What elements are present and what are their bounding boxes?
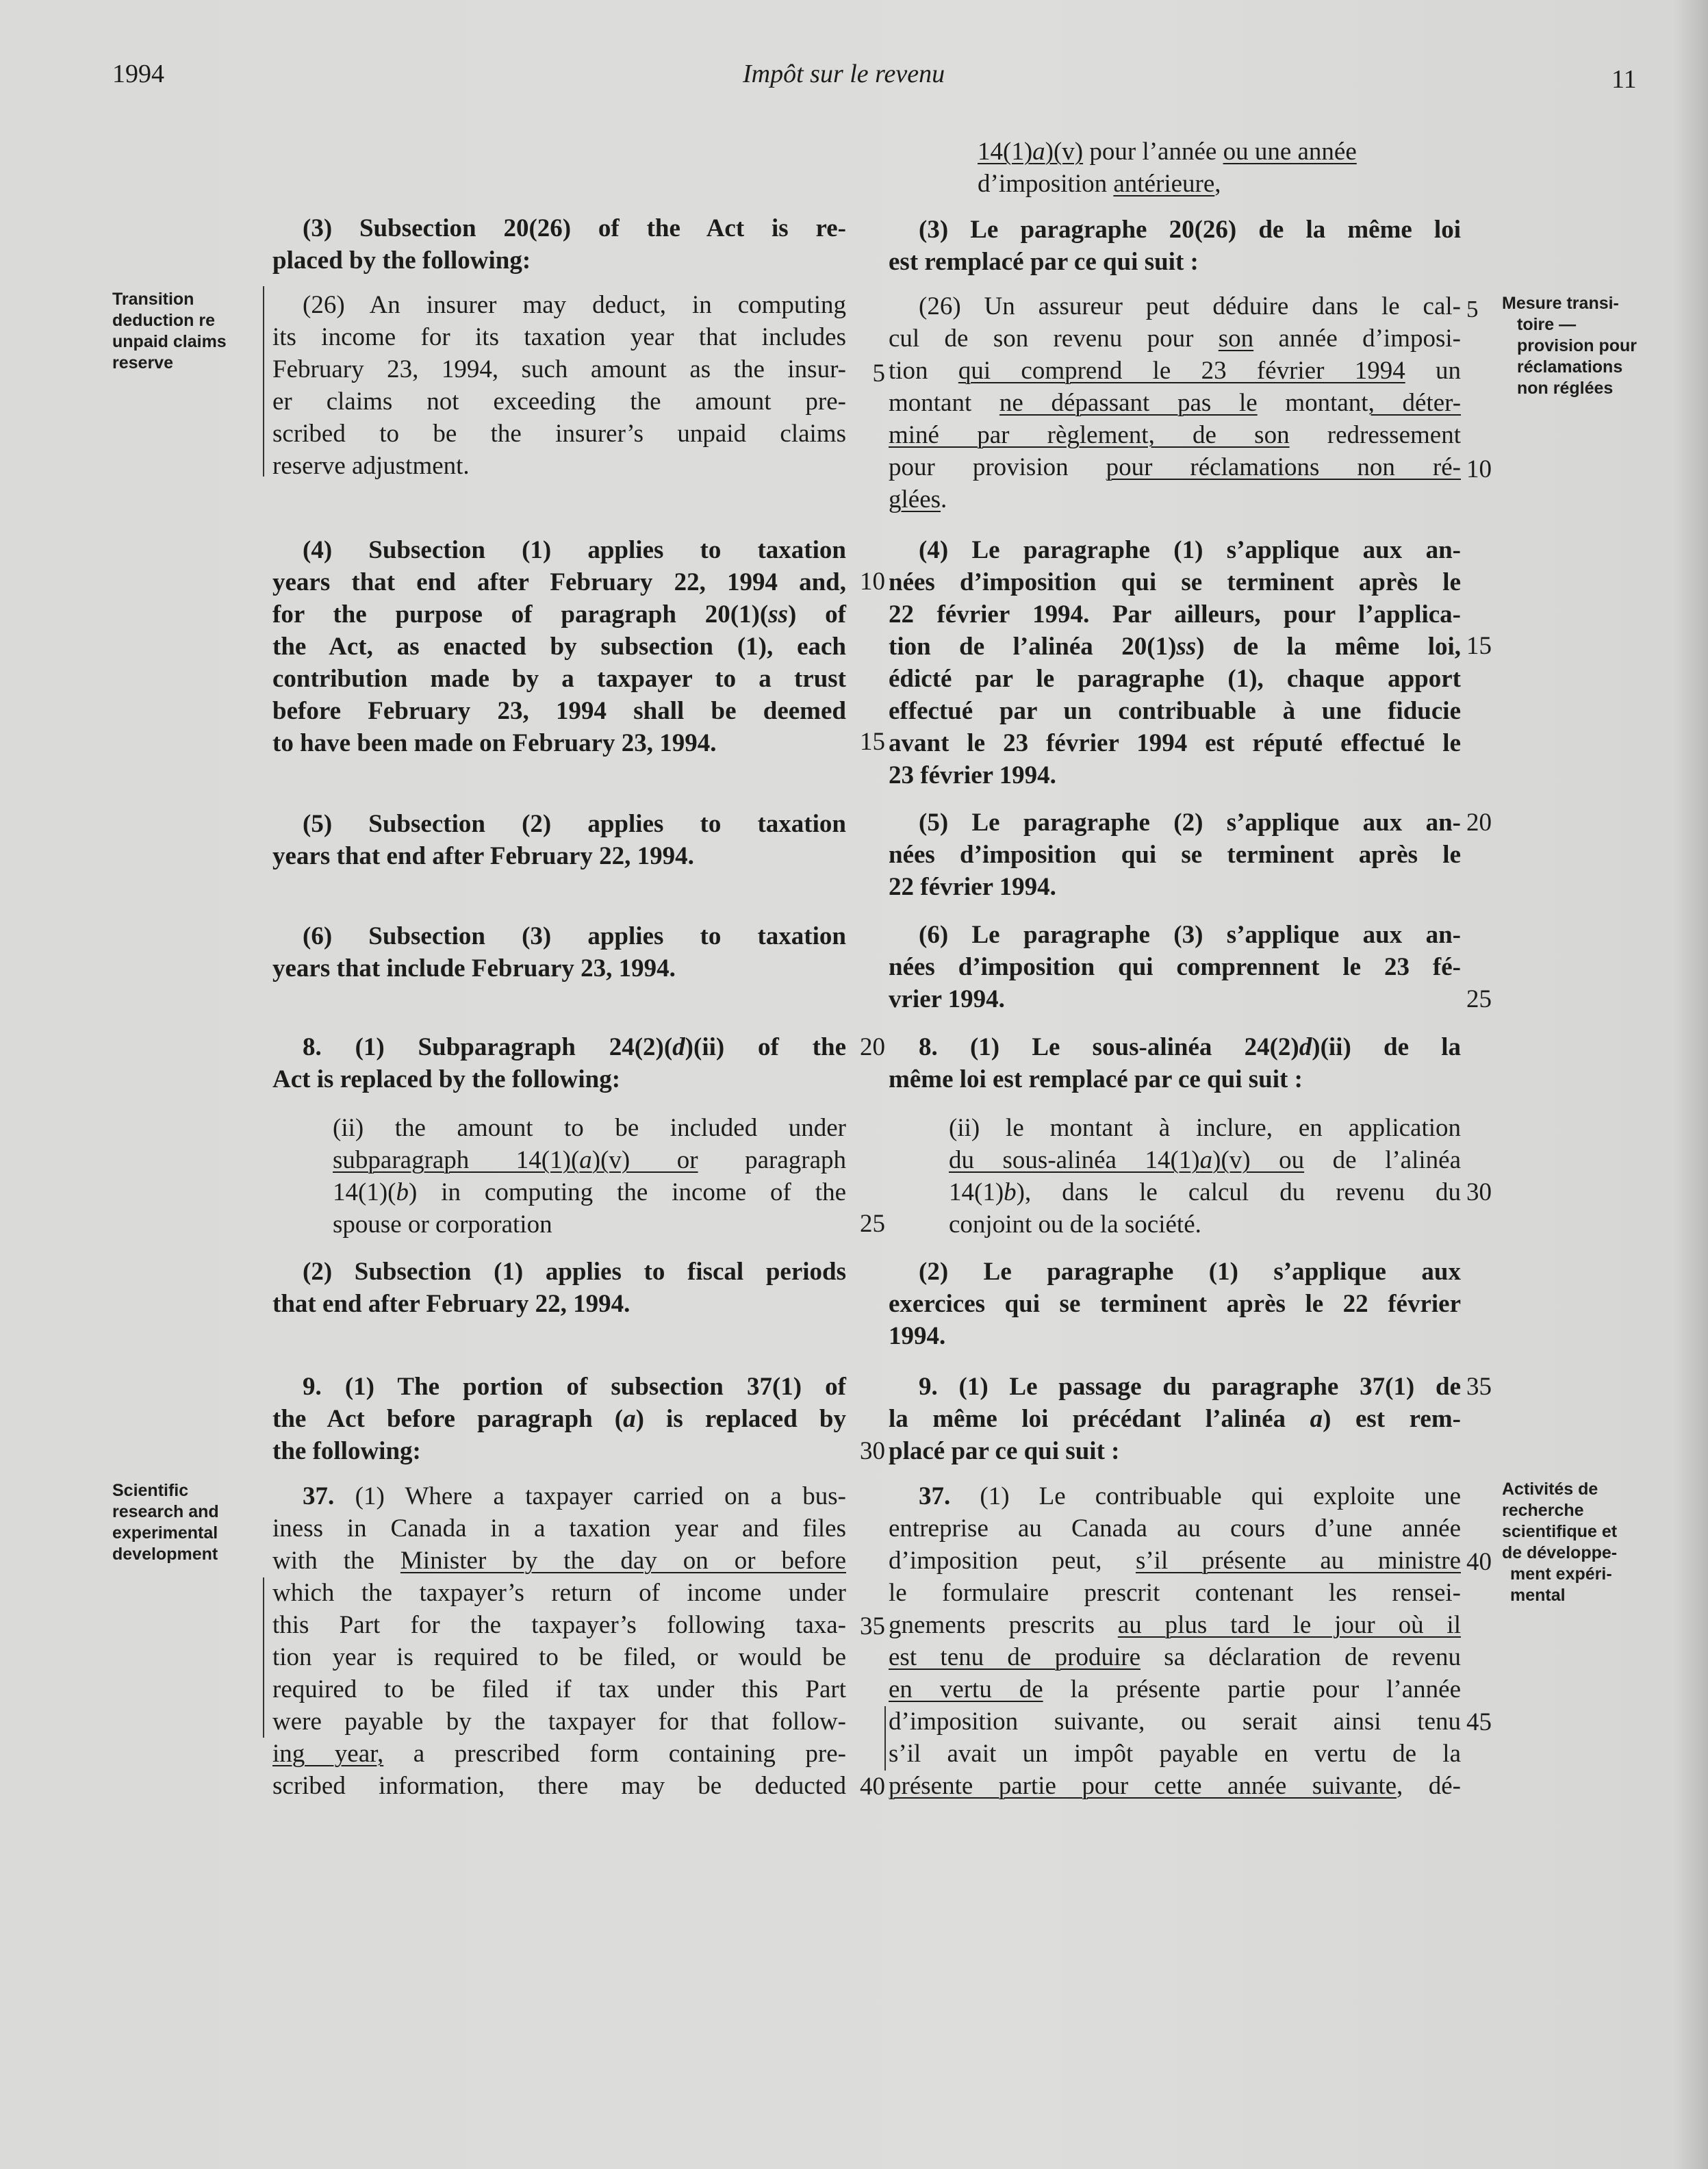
header-year: 1994 xyxy=(112,60,164,88)
fr-section-37-text: 37. (1) Le contribuable qui exploite une entreprise au Canada au cours d’une année d’imposition peut, s’il présente au ministre le formulaire prescrit contenant les rensei- gnements prescrits au plus tard le jour où il est tenu de produire sa déclaration de revenu en vertu de la présente partie pour l’année d’imposition suivante, ou serait ainsi tenu s’il avait un impôt payable en vertu de la présente partie pour cette année suivante, dé- xyxy=(889,1482,1461,1800)
fr-subsection-5: (5) Le paragraphe (2) s’applique aux an- nées d’imposition qui se terminent après le 22 février 1994. xyxy=(889,809,1461,901)
fr-subsection-6: (6) Le paragraphe (3) s’applique aux an- nées d’imposition qui comprennent le 23 fé- vrier 1994. xyxy=(889,921,1461,1013)
margin-note-research-fr: Activités de recherche scientifique et de développe- ment expéri- mental xyxy=(1502,1480,1618,1605)
line-number: 20 xyxy=(860,1033,885,1061)
line-number: 5 xyxy=(1466,296,1479,322)
line-number: 40 xyxy=(1466,1548,1492,1576)
en-subsection-4: (4) Subsection (1) applies to taxation years that end after February 22, 1994 and, for the purpose of paragraph 20(1)(ss) of the Act, as enacted by subsection (1), each contribution made by a taxpayer to a trust before February 23, 1994 shall be deemed to have been made on February 23, 1994. xyxy=(272,536,846,757)
french-column xyxy=(889,0,1461,2169)
fr-section-9-heading: 9. (1) Le passage du paragraphe 37(1) de la même loi précédant l’alinéa a) est rem- placé par ce qui suit : xyxy=(889,1373,1461,1465)
line-number: 5 xyxy=(872,359,885,388)
change-bar xyxy=(884,1706,886,1771)
english-column xyxy=(272,0,846,2169)
line-number: 15 xyxy=(1466,632,1492,660)
fr-subparagraph-ii: (ii) le montant à inclure, en application du sous-alinéa 14(1)a)(v) ou de l’alinéa 14(1)b), dans le calcul du revenu du conjoint ou de la société. xyxy=(949,1114,1461,1239)
header-title: Impôt sur le revenu xyxy=(743,60,945,88)
line-number: 30 xyxy=(1466,1178,1492,1206)
line-number: 25 xyxy=(1466,985,1492,1013)
margin-note-transition-fr: Mesure transi- toire — provision pour réclamations non réglées xyxy=(1502,294,1637,398)
page-number: 11 xyxy=(1611,65,1637,94)
en-section-9-heading: 9. (1) The portion of subsection 37(1) of the Act before paragraph (a) is replaced by the following: xyxy=(272,1373,846,1465)
change-bar xyxy=(263,1577,264,1738)
line-number: 45 xyxy=(1466,1708,1492,1736)
line-number: 15 xyxy=(860,728,885,756)
line-number: 25 xyxy=(860,1210,885,1238)
change-bar xyxy=(263,286,264,477)
line-number: 35 xyxy=(1466,1373,1492,1401)
en-section-8-subsection-2: (2) Subsection (1) applies to fiscal periods that end after February 22, 1994. xyxy=(272,1258,846,1318)
en-section-37-text: 37. (1) Where a taxpayer carried on a bus- iness in Canada in a taxation year and files with the Minister by the day on or before which the taxpayer’s return of income under this Part for the taxpayer’s following taxa- tion year is required to be filed, or would be required to be filed if tax under this Part were payable by the taxpayer for that follow- ing year, a prescribed form containing pre- scribed information, there may be deducted xyxy=(272,1482,846,1800)
fr-section-8-subsection-2: (2) Le paragraphe (1) s’applique aux exercices qui se terminent après le 22 février 1994. xyxy=(889,1258,1461,1350)
line-number: 30 xyxy=(860,1437,885,1465)
margin-note-research-en: Scientific research and experimental development xyxy=(112,1481,219,1564)
en-section-8-heading: 8. (1) Subparagraph 24(2)(d)(ii) of the Act is replaced by the following: xyxy=(272,1033,847,1093)
line-number: 10 xyxy=(860,568,885,596)
line-number: 20 xyxy=(1466,809,1492,837)
en-subsection-5: (5) Subsection (2) applies to taxation years that end after February 22, 1994. xyxy=(272,810,846,870)
line-number: 35 xyxy=(860,1612,885,1640)
margin-note-transition-en: Transition deduction re unpaid claims reserve xyxy=(112,290,227,372)
en-subsection-26-text: (26) An insurer may deduct, in computing its income for its taxation year that includes February 23, 1994, such amount as the insur- er claims not exceeding the amount pre- scribed to be the insurer’s unpaid claims reserve adjustment. xyxy=(272,291,846,480)
fr-section-8-heading: 8. (1) Le sous-alinéa 24(2)d)(ii) de la même loi est remplacé par ce qui suit : xyxy=(889,1033,1461,1093)
en-subsection-6: (6) Subsection (3) applies to taxation years that include February 23, 1994. xyxy=(272,922,846,982)
fr-subsection-3-heading: (3) Le paragraphe 20(26) de la même loi est remplacé par ce qui suit : xyxy=(889,216,1461,276)
en-subsection-3-heading: (3) Subsection 20(26) of the Act is re- placed by the following: xyxy=(272,214,846,275)
en-subparagraph-ii: (ii) the amount to be included under subparagraph 14(1)(a)(v) or paragraph 14(1)(b) in computing the income of the spouse or corporation xyxy=(333,1114,846,1239)
fr-subsection-4: (4) Le paragraphe (1) s’applique aux an- nées d’imposition qui se terminent après le 22 février 1994. Par ailleurs, pour l’applica- tion de l’alinéa 20(1)ss) de la même loi, édicté par le paragraphe (1), chaque apport effectué par un contribuable à une fiducie avant le 23 février 1994 est réputé effectué le 23 février 1994. xyxy=(889,536,1462,789)
fr-subsection-26-text: (26) Un assureur peut déduire dans le cal- cul de son revenu pour son année d’imposi- tion qui comprend le 23 février 1994 un montant ne dépassant pas le montant, déter- miné par règlement, de son redressement pour provision pour réclamations non ré- glées. xyxy=(889,292,1462,513)
fr-continuation-top: 14(1)a)(v) pour l’année ou une année d’imposition antérieure, xyxy=(978,138,1357,198)
line-number: 10 xyxy=(1466,455,1492,483)
line-number: 40 xyxy=(860,1773,885,1801)
